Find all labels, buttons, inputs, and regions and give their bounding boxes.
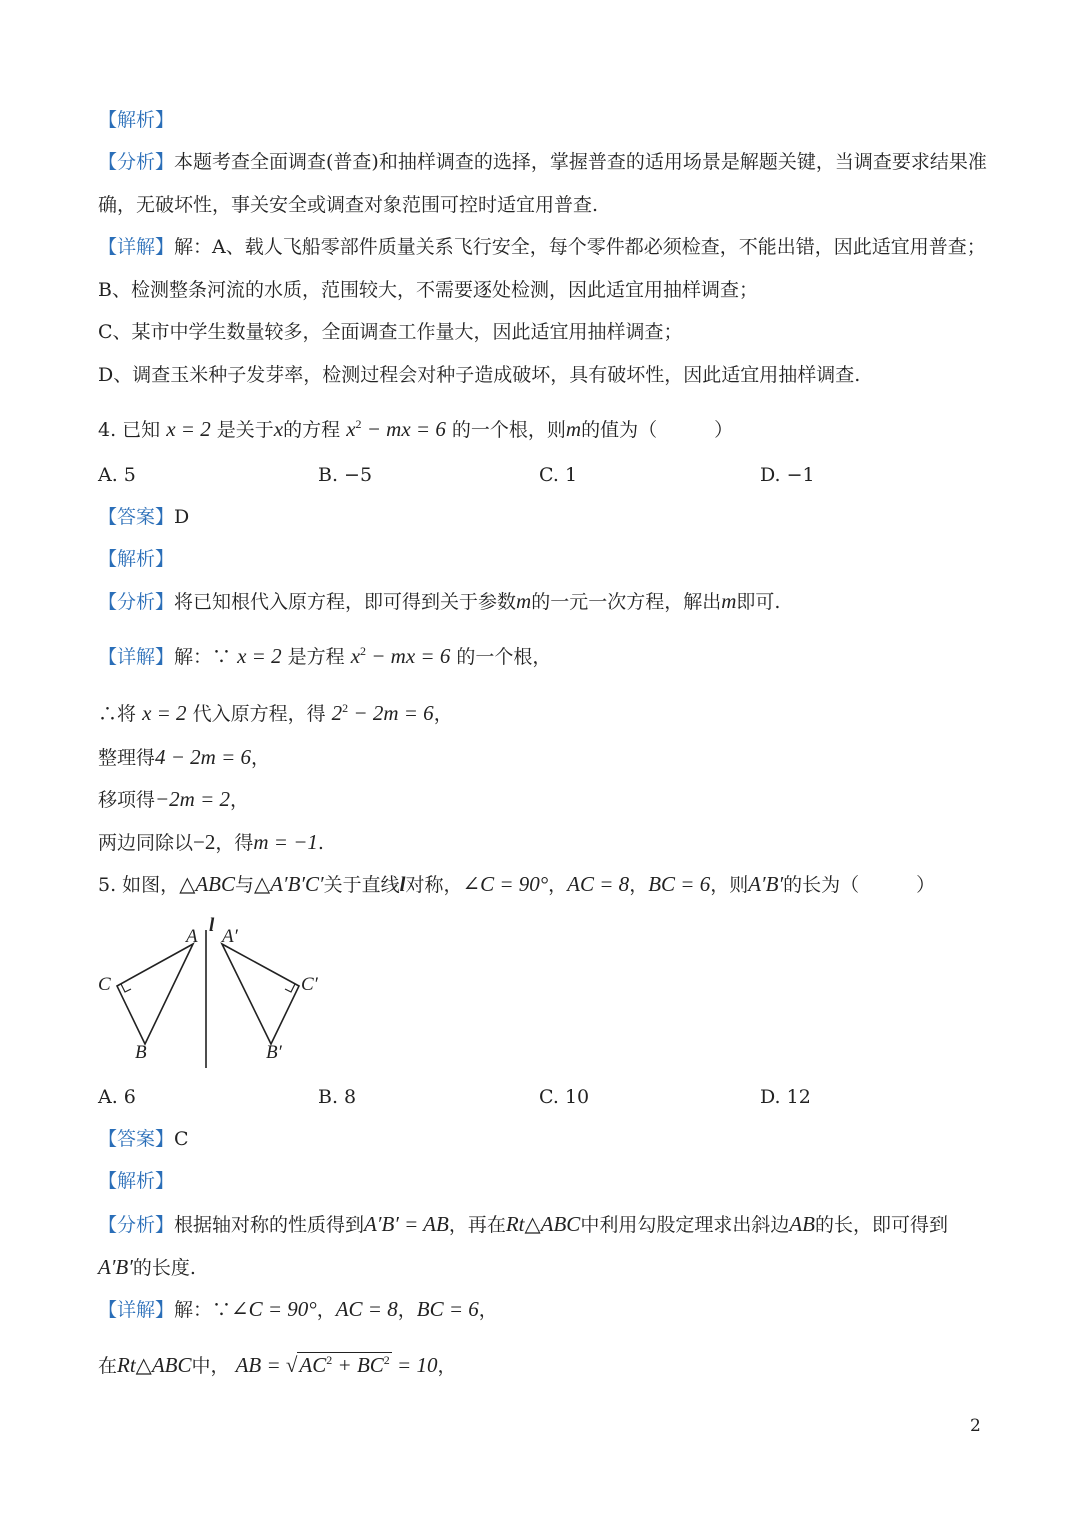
right-angle-mark-c-prime [285,984,295,992]
math-divisor: −2 [193,830,216,854]
symmetry-figure [95,912,335,1072]
detail-text: 的一个根， [456,646,552,668]
label-c-prime: C′ [301,974,318,995]
xiangjie-tag: 【详解】 [98,1299,175,1321]
exponent: 2 [355,417,362,431]
stem-text: 与 [235,874,255,896]
exponent: 2 [383,1353,390,1367]
label-a: A [186,926,198,947]
stem-text: 的方程 [283,419,341,441]
detail-text: 代入原方程，得 [192,703,326,725]
fenxi-text: ，再在 [448,1214,506,1236]
detail-text: ， [433,703,453,725]
q4-option-c: C. 1 [539,464,578,486]
daan-tag: 【答案】 [98,1128,175,1150]
math-ac: AC [299,1353,327,1377]
math-m: m [516,589,532,613]
detail-text: ， [478,1299,498,1321]
equation-rest: − mx = 6 [366,644,451,668]
q4-answer-line [98,503,189,531]
fenxi-text: 确，无破坏性，事关安全或调查对象范围可控时适宜用普查. [98,194,599,216]
question-number: 5. [98,874,123,896]
q3-jiexi-line [98,106,174,134]
detail-text: ， [316,1299,336,1321]
stem-text: 关于直线 [323,874,400,896]
plus-sign: + [332,1353,357,1377]
fenxi-text: 根据轴对称的性质得到 [174,1214,365,1236]
stem-text: ， [548,874,568,896]
math-substitution [332,701,434,725]
detail-text: ，得 [215,832,254,854]
detail-text: 中， [191,1355,230,1377]
exponent: 2 [326,1353,333,1367]
q4-detail-4 [98,785,249,814]
q3-detail-b [98,276,758,304]
math-result: = 10 [391,1353,438,1377]
math-m: m [565,417,582,441]
math-x-eq-2: x = 2 [142,701,187,725]
math-ab-prime: A′B′ [98,1255,133,1279]
q4-jiexi-line [98,545,174,573]
label-c: C [98,974,111,995]
q4-detail-5 [98,828,324,857]
q3-detail-d [98,361,860,389]
math-ab-eq: AB = [235,1353,286,1377]
q4-option-a: A. 5 [98,464,136,486]
q3-fenxi-line-2 [98,191,598,219]
equation-rest: − 2m = 6 [348,701,434,725]
stem-text: 的值为（ ） [581,419,734,441]
q4-stem [98,410,733,444]
fenxi-tag: 【分析】 [98,151,175,173]
fenxi-tag: 【分析】 [98,1214,175,1236]
fenxi-text: 即可. [736,591,781,613]
fenxi-text: 的长度. [132,1257,196,1279]
q3-fenxi-line-1 [98,148,987,176]
stem-text: 是关于 [216,419,274,441]
fenxi-text: 将已知根代入原方程，即可得到关于参数 [174,591,517,613]
q5-detail-2 [98,1346,456,1380]
stem-text: 如图， [122,874,180,896]
q5-fenxi-line-1 [98,1210,948,1239]
sqrt-radicand [297,1352,391,1377]
question-number: 4. [98,419,123,441]
xiangjie-tag: 【详解】 [98,646,175,668]
math-bc: BC [356,1353,384,1377]
detail-text: C、某市中学生数量较多，全面调查工作量大，因此适宜用抽样调查； [98,321,683,343]
math-result: m = −1 [253,830,318,854]
detail-text: ， [230,789,250,811]
math-base: 2 [331,701,343,725]
q4-detail-2 [98,694,453,728]
detail-text: 整理得 [98,747,156,769]
math-pythagoras [236,1352,438,1377]
math-triangle-prime: △A′B′C′ [254,872,324,896]
math-triangle: △ABC [179,872,235,896]
xiangjie-tag: 【详解】 [98,236,175,258]
math-line-l: l [399,872,406,896]
triangle-abc [117,944,193,1044]
detail-text: B、检测整条河流的水质，范围较大，不需要逐处检测，因此适宜用抽样调查； [98,279,758,301]
exponent: 2 [342,701,349,715]
q5-option-c: C. 10 [539,1086,590,1108]
math-ab-prime-eq: A′B′ = AB [364,1212,449,1236]
math-ab-prime: A′B′ [748,872,784,896]
detail-text: 解：∵ [174,646,232,668]
exponent: 2 [360,644,367,658]
q5-jiexi-line [98,1167,174,1195]
math-equation: −2m = 2 [155,787,231,811]
math-x-eq-2: x = 2 [237,644,282,668]
math-x: x [350,644,361,668]
fenxi-text: 的长，即可得到 [815,1214,949,1236]
q3-detail-a [98,233,986,261]
math-bc: BC = 6 [648,872,711,896]
detail-text: ， [437,1355,457,1377]
triangle-abc-prime [222,944,299,1044]
math-equation [346,417,446,441]
detail-text: ∴将 [98,703,137,725]
q3-detail-c [98,318,683,346]
label-b: B [135,1042,147,1063]
page-number: 2 [970,1416,981,1436]
math-angle: ∠C = 90° [462,872,549,896]
answer-value: C [174,1128,189,1150]
fenxi-text: 本题考查全面调查(普查)和抽样调查的选择，掌握普查的适用场景是解题关键，当调查要求结果准 [174,151,987,173]
stem-text: ， [629,874,649,896]
q5-stem [98,870,935,899]
math-x: x [273,417,284,441]
daan-tag: 【答案】 [98,506,175,528]
q5-detail-1 [98,1295,498,1324]
q5-option-b: B. 8 [318,1086,357,1108]
sqrt-sign: √ [285,1353,298,1377]
stem-text: 对称， [405,874,463,896]
q4-detail-3 [98,743,270,772]
stem-text: 已知 [122,419,161,441]
q4-option-d: D. −1 [760,464,815,486]
detail-text: . [317,832,324,854]
jiexi-tag: 【解析】 [98,1170,175,1192]
label-b-prime: B′ [266,1042,282,1063]
q4-fenxi-line [98,587,780,616]
q5-fenxi-line-2 [98,1253,196,1282]
detail-text: ， [251,747,271,769]
detail-text: ， [397,1299,417,1321]
math-m: m [721,589,737,613]
stem-text: ，则 [710,874,749,896]
math-ac: AC = 8 [335,1297,398,1321]
fenxi-tag: 【分析】 [98,591,175,613]
stem-text: 的长为（ ） [783,874,936,896]
q4-detail-1 [98,637,551,671]
fenxi-text: 中利用勾股定理求出斜边 [580,1214,790,1236]
q5-option-d: D. 12 [760,1086,811,1108]
detail-text: 解：A、载人飞船零部件质量关系飞行安全，每个零件都必须检查，不能出错，因此适宜用普查； [174,236,986,258]
math-rt-triangle: Rt△ABC [117,1353,192,1377]
stem-text: 的一个根，则 [451,419,566,441]
math-angle: ∠C = 90° [231,1297,317,1321]
q5-answer-line [98,1125,189,1153]
math-x: x [346,417,356,441]
math-equation: 4 − 2m = 6 [155,745,252,769]
detail-text: 移项得 [98,789,156,811]
detail-text: D、调查玉米种子发芽率，检测过程会对种子造成破坏，具有破坏性，因此适宜用抽样调查. [98,364,861,386]
equation-rest: − mx = 6 [361,417,446,441]
label-l: l [209,915,215,936]
detail-text: 在 [98,1355,118,1377]
jiexi-tag: 【解析】 [98,548,175,570]
math-bc: BC = 6 [416,1297,479,1321]
math-equation [351,644,451,668]
detail-text: 两边同除以 [98,832,194,854]
math-rt-triangle: Rt△ABC [505,1212,581,1236]
q5-option-a: A. 6 [98,1086,136,1108]
fenxi-text: 的一元一次方程，解出 [531,591,722,613]
math-ab: AB [789,1212,815,1236]
jiexi-tag: 【解析】 [98,109,175,131]
math-x-eq-2: x = 2 [166,417,211,441]
math-ac: AC = 8 [567,872,630,896]
answer-value: D [174,506,190,528]
label-a-prime: A′ [222,926,238,947]
detail-text: 解：∵ [174,1299,232,1321]
right-angle-mark-c [121,984,131,992]
q4-option-b: B. −5 [318,464,373,486]
detail-text: 是方程 [287,646,345,668]
